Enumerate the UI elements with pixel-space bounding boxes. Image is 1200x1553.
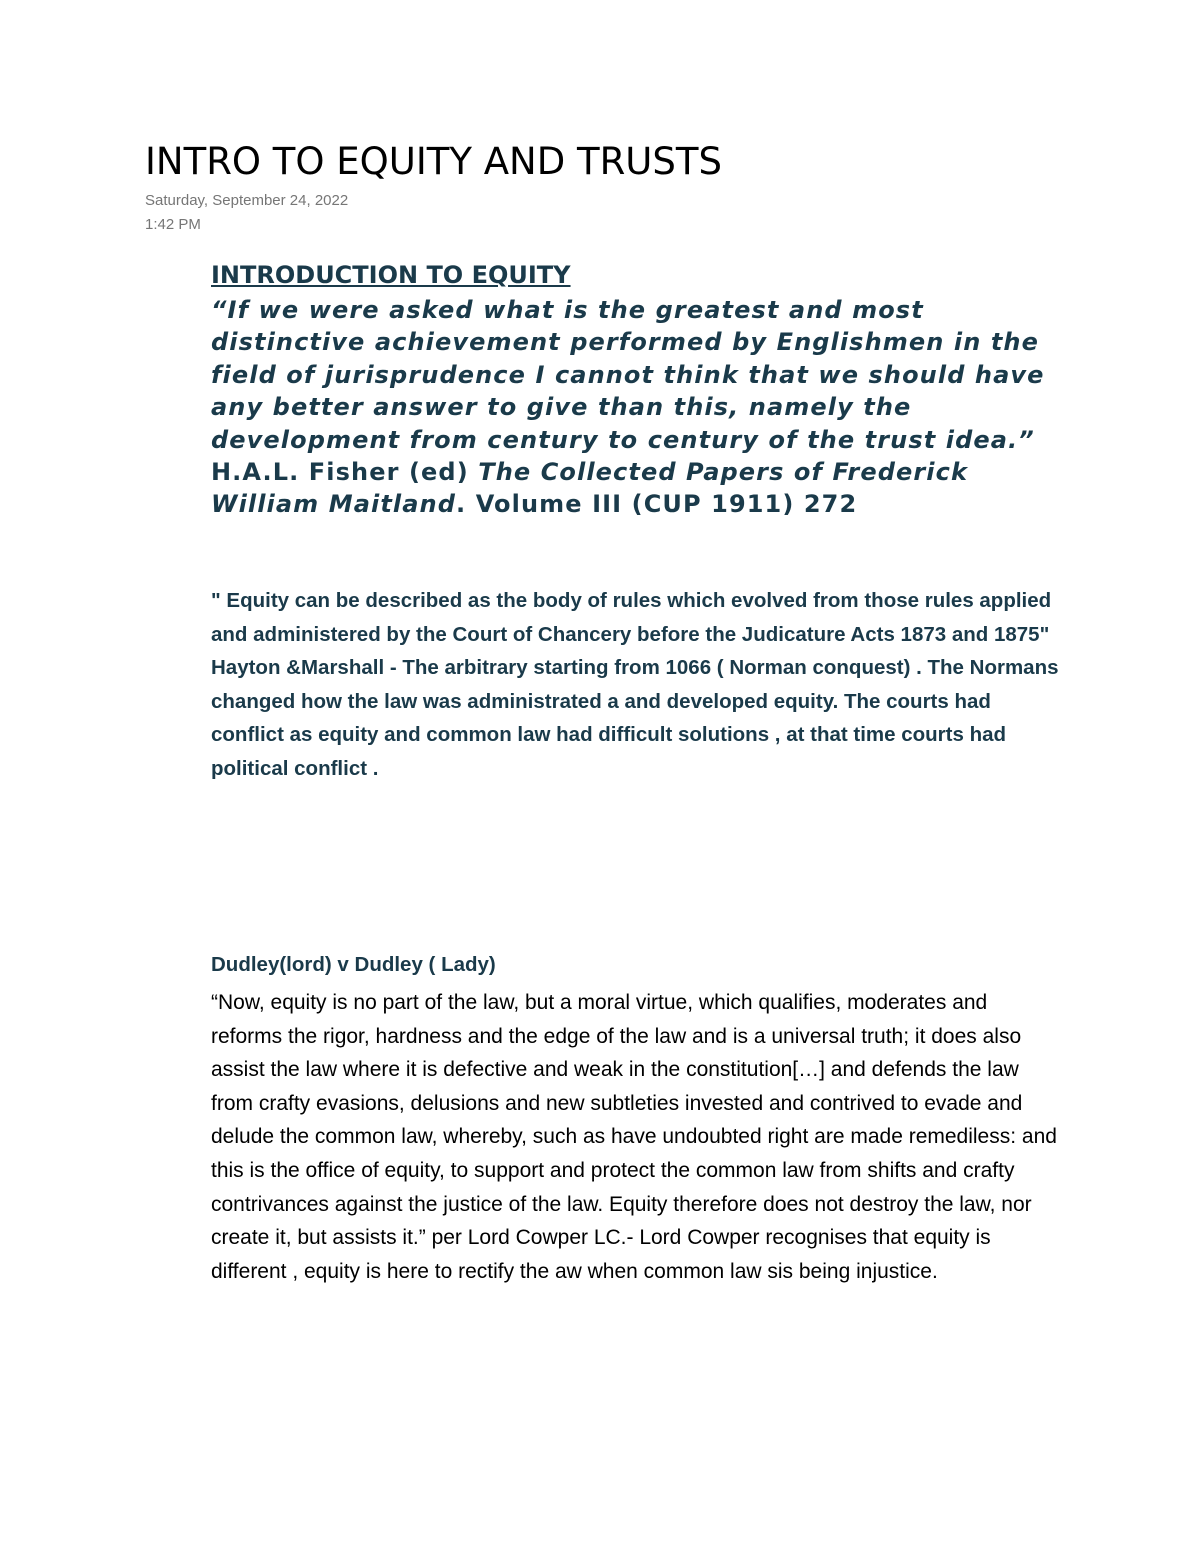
intro-heading: INTRODUCTION TO EQUITY bbox=[211, 261, 571, 289]
page-date: Saturday, September 24, 2022 bbox=[145, 192, 349, 209]
dudley-case-quote: “Now, equity is no part of the law, but a moral virtue, which qualifies, moderates and reforms the rigor, hardness and the edge of the law and is a universal truth; it does also assist the law where it is defective and weak in the constitution[…] and defends the law from crafty evasions, delusions and new subtleties invested and contrived to evade and delude the common law, whereby, such as have undoubted right are made remediless: and this is the office of equity, to support and protect the common law from shifts and crafty contrivances against the justice of the law. Equity therefore does not destroy the law, nor create it, but assists it.” per Lord Cowper LC.- Lord Cowper recognises that equity is different , equity is here to rectify the aw when common law sis being injustice. bbox=[211, 991, 1057, 1283]
citation-title: The Collected Papers of Frederick William Maitland bbox=[211, 458, 968, 519]
maitland-quote bbox=[211, 294, 1071, 521]
maitland-quote-text: “If we were asked what is the greatest and most distinctive achievement performed by Englishmen in the field of jurisprudence I cannot think that we should have any better answer to give than this, namely the development from century to century of the trust idea.” bbox=[211, 296, 1045, 454]
equity-definition-paragraph: " Equity can be described as the body of rules which evolved from those rules applied and administered by the Court of Chancery before the Judicature Acts 1873 and 1875" Hayton &Marshall - The arbitrary starting from 1066 ( Norman conquest) . The Normans changed how the law was administrated a and developed equity. The courts had conflict as equity and common law had difficult solutions , at that time courts had political conflict . bbox=[211, 589, 1059, 780]
dudley-case-heading: Dudley(lord) v Dudley ( Lady) bbox=[211, 953, 496, 976]
citation-rest: . Volume III (CUP 1911) 272 bbox=[456, 490, 858, 519]
page-time: 1:42 PM bbox=[145, 216, 201, 233]
citation-author: H.A.L. Fisher (ed) bbox=[211, 458, 479, 487]
page-title: INTRO TO EQUITY AND TRUSTS bbox=[145, 140, 722, 183]
